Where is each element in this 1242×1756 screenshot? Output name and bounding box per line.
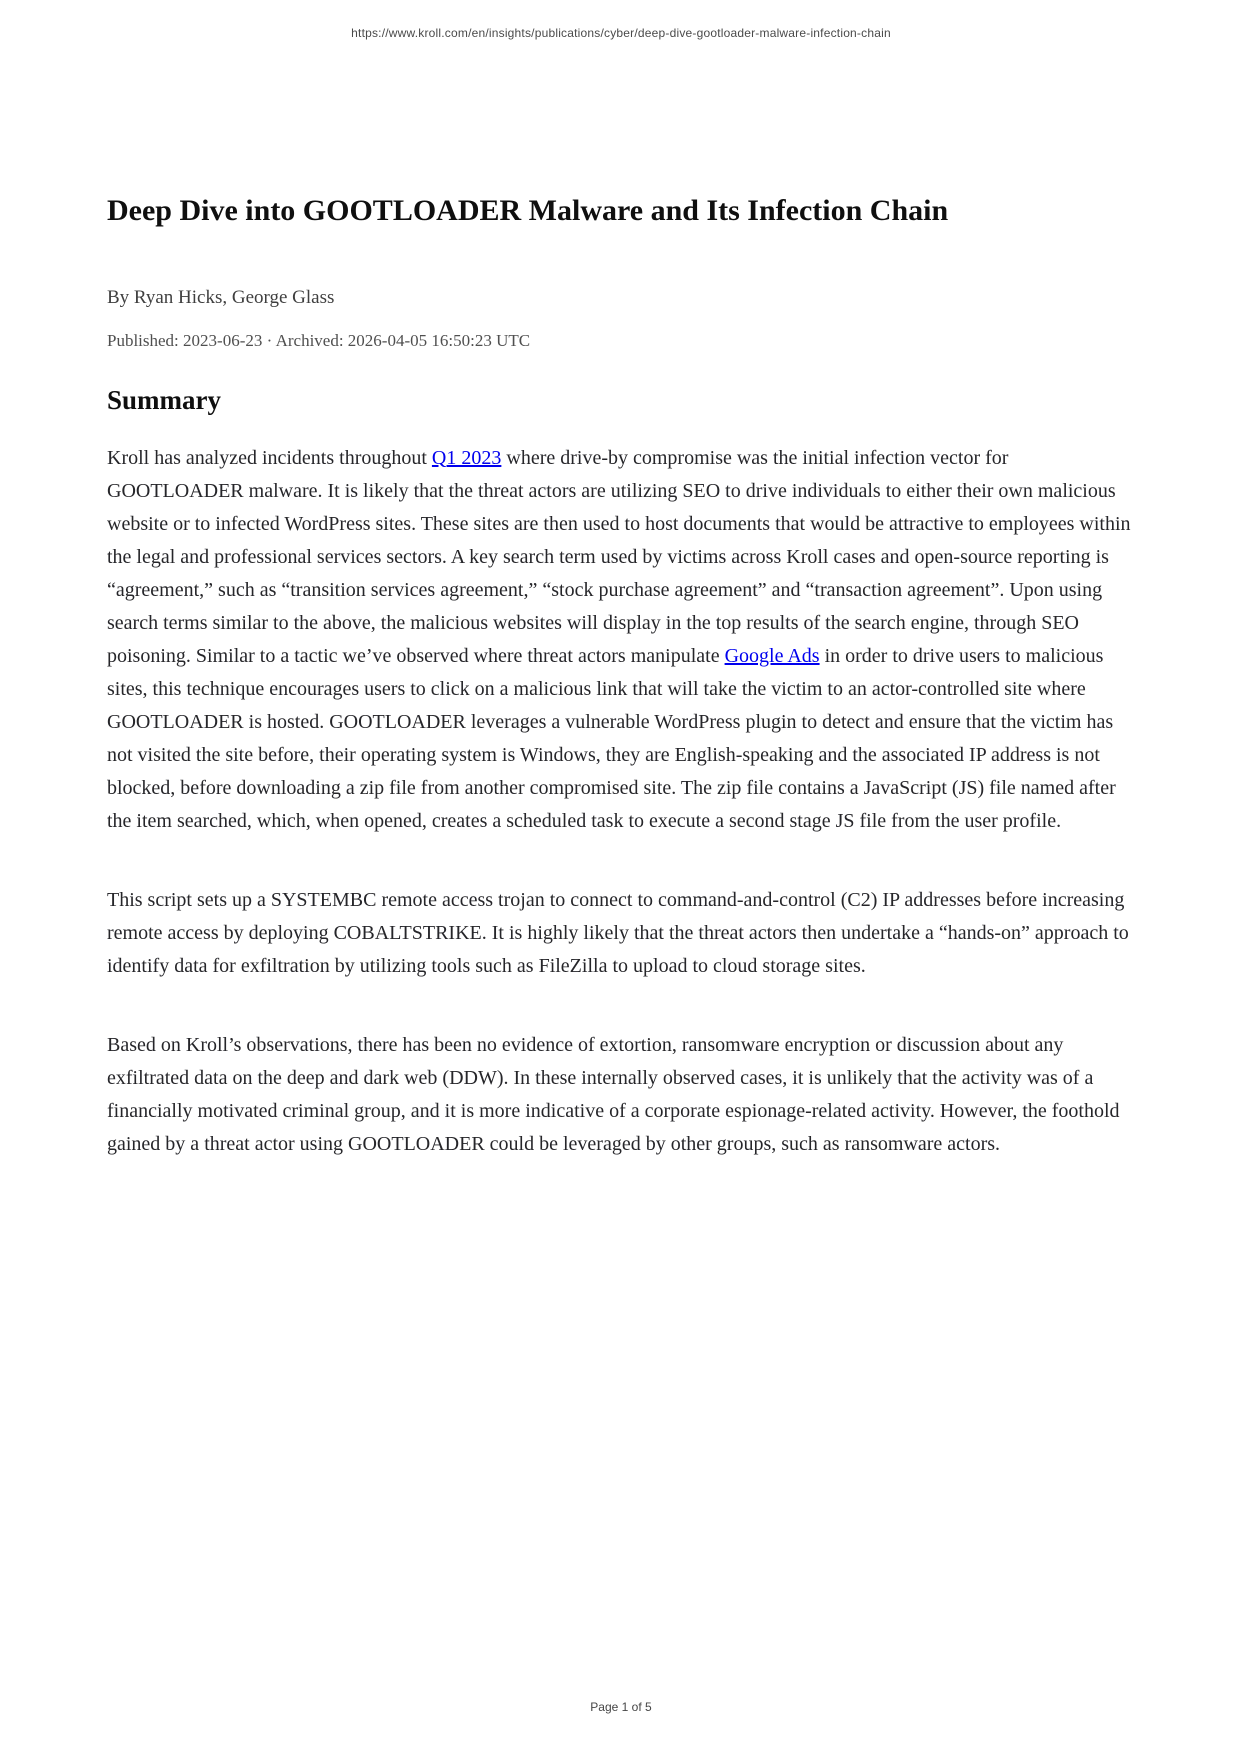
article-content — [107, 192, 1135, 1161]
paragraph-2 — [107, 884, 1135, 983]
paragraph-1-text: Kroll has analyzed incidents throughout — [107, 446, 432, 469]
paragraph-2-text: This script sets up a SYSTEMBC remote access trojan to connect to command-and-control (C2) IP addresses before increasing remote access by deploying COBALTSTRIKE. It is highly likely that the threat actors then undertake a “hands-on” approach to identify data for exfiltration by utilizing tools such as FileZilla to upload to cloud storage sites. — [107, 888, 1129, 977]
paragraph-1 — [107, 442, 1135, 838]
paragraph-1-text: in order to drive users to malicious sites, this technique encourages users to click on a malicious link that will take the victim to an actor-controlled site where GOOTLOADER is hosted. GOOTLOADER leverages a vulnerable WordPress plugin to detect and ensure that the victim has not visited the site before, their operating system is Windows, they are English-speaking and the associated IP address is not blocked, before downloading a zip file from another compromised site. The zip file contains a JavaScript (JS) file named after the item searched, which, when opened, creates a scheduled task to execute a second stage JS file from the user profile. — [107, 644, 1116, 832]
link-google-ads[interactable]: Google Ads — [724, 644, 820, 667]
section-heading-summary: Summary — [107, 384, 221, 415]
paragraph-3-text: Based on Kroll’s observations, there has been no evidence of extortion, ransomware encryption or discussion about any exfiltrated data on the deep and dark web (DDW). In these internally observed cases, it is unlikely that the activity was of a financially motivated criminal group, and it is more indicative of a corporate espionage-related activity. However, the foothold gained by a threat actor using GOOTLOADER could be leveraged by other groups, such as ransomware actors. — [107, 1033, 1120, 1155]
archive-url-header: https://www.kroll.com/en/insights/publications/cyber/deep-dive-gootloader-malware-infection-chain — [351, 26, 891, 40]
page-number: Page 1 of 5 — [590, 1700, 652, 1714]
paragraph-3 — [107, 1029, 1135, 1161]
page-title: Deep Dive into GOOTLOADER Malware and Its Infection Chain — [107, 194, 949, 227]
link-q1-2023[interactable]: Q1 2023 — [431, 446, 502, 469]
byline: By Ryan Hicks, George Glass — [107, 286, 335, 308]
paragraph-1-text: where drive-by compromise was the initial infection vector for GOOTLOADER malware. It is likely that the threat actors are utilizing SEO to drive individuals to either their own malicious website or to infected WordPress sites. These sites are then used to host documents that would be attractive to employees within the legal and professional services sectors. A key search term used by victims across Kroll cases and open-source reporting is “agreement,” such as “transition services agreement,” “stock purchase agreement” and “transaction agreement”. Upon using search terms similar to the above, the malicious websites will display in the top results of the search engine, through SEO poisoning. Similar to a tactic we’ve observed where threat actors manipulate — [107, 446, 1131, 667]
published-archived-line: Published: 2023-06-23 · Archived: 2026-04-05 16:50:23 UTC — [107, 330, 531, 350]
